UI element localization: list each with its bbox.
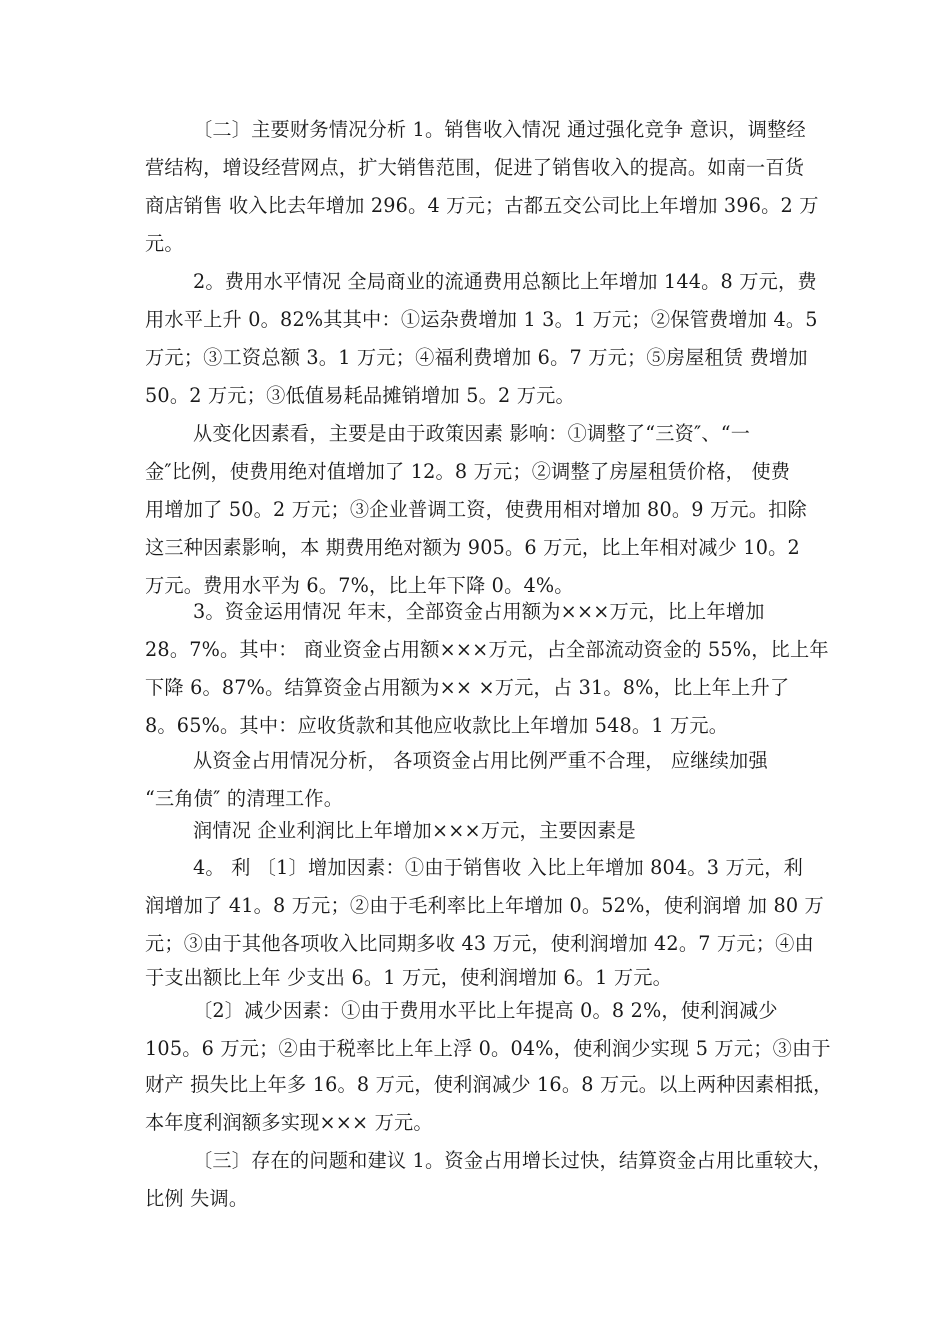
text-line: 这三种因素影响，本 期费用绝对额为 905。6 万元，比上年相对减少 10。2 <box>145 536 800 559</box>
text-line: 财产 损失比上年多 16。8 万元，使利润减少 16。8 万元。以上两种因素相抵， <box>145 1073 833 1096</box>
text-line: 商店销售 收入比去年增加 296。4 万元；古都五交公司比上年增加 396。2 万 <box>145 194 819 217</box>
text-line: 〔三〕存在的问题和建议 1。资金占用增长过快，结算资金占用比重较大， <box>193 1149 833 1172</box>
text-line: 元。 <box>145 232 184 255</box>
text-line: 万元。费用水平为 6。7%，比上年下降 0。4%。 <box>145 574 574 597</box>
text-line: 〔二〕主要财务情况分析 1。销售收入情况 通过强化竞争 意识，调整经 <box>193 118 806 141</box>
text-line: 105。6 万元；②由于税率比上年上浮 0。04%，使利润少实现 5 万元；③由于 <box>145 1037 831 1060</box>
text-line: “三角债″ 的清理工作。 <box>145 787 344 810</box>
text-line: 于支出额比上年 少支出 6。1 万元，使利润增加 6。1 万元。 <box>145 966 673 989</box>
text-line: 营结构，增设经营网点，扩大销售范围，促进了销售收入的提高。如南一百货 <box>145 156 805 179</box>
text-line: 从变化因素看，主要是由于政策因素 影响：①调整了“三资″、“一 <box>193 422 751 445</box>
text-line: 从资金占用情况分析， 各项资金占用比例严重不合理， 应继续加强 <box>193 749 768 772</box>
text-line: 本年度利润额多实现××× 万元。 <box>145 1111 433 1134</box>
text-line: 下降 6。87%。结算资金占用额为×× ×万元，占 31。8%，比上年上升了 <box>145 676 790 699</box>
text-line: 28。7%。其中： 商业资金占用额×××万元，占全部流动资金的 55%，比上年 <box>145 638 829 661</box>
text-line: 金″比例，使费用绝对值增加了 12。8 万元；②调整了房屋租赁价格， 使费 <box>145 460 791 483</box>
text-line: 元；③由于其他各项收入比同期多收 43 万元，使利润增加 42。7 万元；④由 <box>145 932 814 955</box>
text-line: 用增加了 50。2 万元；③企业普调工资，使费用相对增加 80。9 万元。扣除 <box>145 498 807 521</box>
text-line: 4。 利 〔1〕增加因素：①由于销售收 入比上年增加 804。3 万元，利 <box>193 856 804 879</box>
text-line: 润情况 企业利润比上年增加×××万元，主要因素是 <box>193 819 636 842</box>
text-line: 8。65%。其中：应收货款和其他应收款比上年增加 548。1 万元。 <box>145 714 729 737</box>
text-line: 50。2 万元；③低值易耗品摊销增加 5。2 万元。 <box>145 384 575 407</box>
text-line: 2。费用水平情况 全局商业的流通费用总额比上年增加 144。8 万元，费 <box>193 270 817 293</box>
text-line: 3。资金运用情况 年末，全部资金占用额为×××万元，比上年增加 <box>193 600 765 623</box>
text-line: 万元；③工资总额 3。1 万元；④福利费增加 6。7 万元；⑤房屋租赁 费增加 <box>145 346 808 369</box>
text-line: 比例 失调。 <box>145 1187 249 1210</box>
text-line: 〔2〕减少因素：①由于费用水平比上年提高 0。8 2%，使利润减少 <box>193 999 778 1022</box>
text-line: 润增加了 41。8 万元；②由于毛利率比上年增加 0。52%，使利润增 加 80 万 <box>145 894 824 917</box>
text-line: 用水平上升 0。82%其其中：①运杂费增加 1 3。1 万元；②保管费增加 4。5 <box>145 308 818 331</box>
